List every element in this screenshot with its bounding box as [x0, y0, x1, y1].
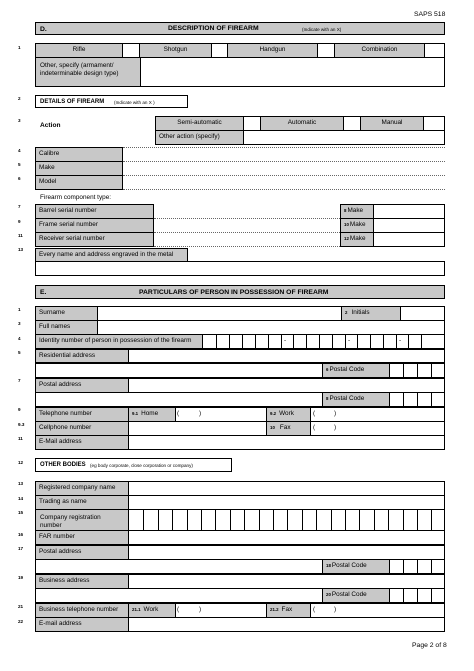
company-reg-digit-box[interactable]: [215, 510, 229, 530]
company-reg-digit-box[interactable]: [316, 510, 330, 530]
postal-code-20-label: 20 Postal Code: [323, 589, 389, 602]
calibre-label: Calibre: [35, 147, 123, 162]
postal-address-field[interactable]: [129, 379, 444, 392]
fax-field[interactable]: [311, 422, 444, 435]
telephone-row: Telephone number 9.1 Home ( ) 9.2 Work ( ): [35, 407, 445, 422]
company-reg-digit-box[interactable]: [172, 510, 186, 530]
full-names-label: Full names: [36, 321, 97, 334]
business-address-field[interactable]: [129, 575, 444, 588]
trading-as-field[interactable]: [129, 496, 444, 509]
email-2-row: [35, 617, 445, 632]
email-field[interactable]: [129, 436, 444, 449]
type-combination-checkbox[interactable]: [425, 44, 444, 57]
company-reg-digit-box[interactable]: [287, 510, 301, 530]
initials-label: 2 Initials: [342, 307, 400, 320]
other-specify-label: Other, specify (armament/ indeterminable design type): [40, 62, 119, 77]
email-2-label: E-mail address: [36, 618, 128, 631]
residential-address-field-2[interactable]: [36, 364, 322, 377]
id-digit-box[interactable]: [332, 335, 345, 348]
id-separator: -: [284, 337, 287, 344]
business-address-label: Business address: [36, 575, 128, 588]
row-number: 14: [18, 496, 24, 501]
row-number: 13: [18, 247, 24, 252]
initials-field[interactable]: [401, 307, 444, 320]
company-reg-label: Company registration number: [40, 514, 101, 529]
model-field[interactable]: [123, 175, 445, 190]
section-d-title: DESCRIPTION OF FIREARM: [168, 25, 259, 32]
fax-21-label: 21.2 Fax: [267, 604, 310, 617]
residential-address-field[interactable]: [129, 350, 444, 362]
action-manual-checkbox[interactable]: [424, 117, 444, 130]
company-reg-digit-box[interactable]: [129, 510, 143, 530]
business-tel-label: Business telephone number: [36, 604, 128, 617]
far-number-row: [35, 530, 445, 545]
id-digit-box[interactable]: [242, 335, 255, 348]
postal-address-field-2[interactable]: [36, 393, 322, 406]
residential-address-label: Residential address: [36, 350, 128, 362]
type-rifle-label: Rifle: [36, 44, 122, 57]
engraved-label: Every name and address engraved in the metal: [35, 248, 188, 262]
cellphone-row: Cellphone number 10 Fax ( ): [35, 421, 445, 436]
row-number: 1: [18, 307, 21, 312]
make-field[interactable]: [123, 161, 445, 176]
company-reg-digit-box[interactable]: [244, 510, 258, 530]
full-names-row: [35, 320, 445, 335]
section-e-header: [35, 285, 445, 299]
company-reg-digit-box[interactable]: [331, 510, 345, 530]
company-reg-digit-box[interactable]: [143, 510, 157, 530]
row-number: 2: [18, 96, 21, 101]
cellphone-label: Cellphone number: [36, 422, 128, 435]
company-reg-digit-box[interactable]: [273, 510, 287, 530]
frame-make-label: 10 Make: [340, 218, 374, 233]
work-21-label: 21.1 Work: [129, 604, 175, 617]
home-label: 9.1 Home: [129, 408, 175, 421]
form-code: SAPS 518: [414, 11, 446, 18]
calibre-field[interactable]: [123, 147, 445, 162]
row-number: 16: [18, 532, 24, 537]
id-digit-box[interactable]: [306, 335, 319, 348]
id-separator: -: [399, 337, 402, 344]
type-handgun-label: Handgun: [228, 44, 317, 57]
row-number: 9: [18, 219, 21, 224]
id-digit-box[interactable]: [229, 335, 242, 348]
work-phone-field[interactable]: [311, 408, 444, 421]
type-combination-label: Combination: [335, 44, 424, 57]
business-address-row: [35, 574, 445, 589]
company-reg-digit-box[interactable]: [431, 510, 445, 530]
section-d-title-note: (Indicate with an X): [302, 27, 342, 32]
action-automatic-label: Automatic: [261, 117, 343, 130]
section-e-title: PARTICULARS OF PERSON IN POSSESSION OF FIREARM: [139, 289, 329, 296]
postal-code-18-label: 18 Postal Code: [323, 560, 389, 573]
section-e-letter: E.: [40, 289, 47, 296]
id-digit-box[interactable]: [268, 335, 281, 348]
email-label: E-Mail address: [36, 436, 128, 449]
action-manual-label: Manual: [361, 117, 423, 130]
id-digit-box[interactable]: [408, 335, 421, 348]
frame-serial-field[interactable]: [154, 218, 340, 233]
postal-address-2-label: Postal address: [36, 546, 128, 559]
row-number: 3: [18, 118, 21, 123]
row-number: 21: [18, 604, 24, 609]
receiver-make-label: 12 Make: [340, 232, 374, 247]
postal-code-6-label: 6 Postal Code: [323, 364, 389, 377]
business-address-row-2: [35, 588, 445, 603]
company-name-row: [35, 481, 445, 496]
row-number: 22: [18, 619, 24, 624]
type-rifle-checkbox[interactable]: [123, 44, 139, 57]
postal-address-2-row-2: [35, 559, 445, 574]
id-number-label: Identity number of person in possession of the firearm: [36, 335, 202, 348]
barrel-make-field[interactable]: [373, 204, 445, 219]
action-row: [155, 116, 445, 131]
model-label: Model: [35, 175, 123, 190]
other-bodies-header: OTHER BODIES (eg body corporate, close corporation or company): [35, 458, 232, 472]
far-number-label: FAR number: [36, 531, 128, 544]
row-number: 11: [18, 233, 23, 238]
row-number: 12: [18, 460, 24, 465]
id-digit-box[interactable]: [357, 335, 370, 348]
postal-address-2-field-2[interactable]: [36, 560, 322, 573]
firearm-type-row: [35, 43, 445, 58]
receiver-make-field[interactable]: [373, 232, 445, 247]
company-reg-digit-box[interactable]: [359, 510, 373, 530]
company-reg-digit-box[interactable]: [374, 510, 388, 530]
postal-address-label: Postal address: [36, 379, 128, 392]
company-reg-digit-box[interactable]: [259, 510, 273, 530]
row-number: 6: [18, 176, 21, 181]
company-reg-digit-box[interactable]: [345, 510, 359, 530]
surname-field[interactable]: [98, 307, 341, 320]
trading-as-row: [35, 495, 445, 510]
fax-label: 10 Fax: [267, 422, 310, 435]
surname-row: [35, 306, 445, 321]
company-name-field[interactable]: [129, 482, 444, 495]
business-work-field[interactable]: [176, 604, 266, 617]
row-number: 17: [18, 546, 24, 551]
postal-address-row: [35, 378, 445, 393]
id-digit-box[interactable]: [383, 335, 396, 348]
barrel-serial-label: Barrel serial number: [35, 204, 154, 219]
section-d-letter: D.: [40, 26, 47, 33]
other-specify-row: [35, 57, 445, 87]
company-reg-digit-box[interactable]: [417, 510, 431, 530]
barrel-make-label: 8 Make: [340, 204, 374, 219]
postal-address-2-row: [35, 545, 445, 560]
telephone-label: Telephone number: [36, 408, 128, 421]
row-number: 7: [18, 204, 21, 209]
id-digit-box[interactable]: [293, 335, 306, 348]
make-label: Make: [35, 161, 123, 176]
company-reg-digit-box[interactable]: [230, 510, 244, 530]
row-number: 19: [18, 575, 24, 580]
email-row: [35, 435, 445, 450]
other-action-label: Other action (specify): [156, 131, 243, 144]
receiver-serial-label: Receiver serial number: [35, 232, 154, 247]
row-number: 5: [18, 162, 21, 167]
barrel-serial-field[interactable]: [154, 204, 340, 219]
cellphone-field[interactable]: [129, 422, 266, 435]
id-digit-box[interactable]: [216, 335, 229, 348]
company-reg-digit-box[interactable]: [158, 510, 172, 530]
receiver-serial-field[interactable]: [154, 232, 340, 247]
frame-serial-label: Frame serial number: [35, 218, 154, 233]
company-reg-digit-box[interactable]: [201, 510, 215, 530]
full-names-field[interactable]: [98, 321, 444, 334]
row-number: 9.3: [18, 422, 25, 427]
action-semi-auto-label: Semi-automatic: [156, 117, 243, 130]
home-phone-field[interactable]: [176, 408, 266, 421]
company-reg-row: [35, 509, 445, 531]
work-label: 9.2 Work: [267, 408, 310, 421]
row-number: 13: [18, 481, 24, 486]
residential-address-row-2: [35, 363, 445, 378]
component-type-label: Firearm component type:: [40, 194, 112, 201]
row-number: 4: [18, 148, 21, 153]
company-name-label: Registered company name: [36, 482, 128, 495]
id-digit-box[interactable]: [319, 335, 332, 348]
row-number: 9: [18, 407, 21, 412]
section-d-header: [35, 22, 445, 35]
action-semi-auto-checkbox[interactable]: [244, 117, 260, 130]
row-number: 7: [18, 378, 21, 383]
action-automatic-checkbox[interactable]: [344, 117, 360, 130]
far-number-field[interactable]: [129, 531, 444, 544]
other-action-field[interactable]: [244, 131, 444, 144]
postal-address-row-2: [35, 392, 445, 407]
company-reg-digit-box[interactable]: [388, 510, 402, 530]
row-number: 15: [18, 510, 24, 515]
other-specify-field[interactable]: [141, 58, 444, 86]
id-digit-box[interactable]: [255, 335, 268, 348]
surname-label: Surname: [36, 307, 97, 320]
row-number: 3: [18, 321, 21, 326]
row-number: 5: [18, 350, 21, 355]
postal-code-8-label: 8 Postal Code: [323, 393, 389, 406]
engraved-field[interactable]: [35, 261, 445, 276]
company-reg-digit-box[interactable]: [403, 510, 417, 530]
type-shotgun-label: Shotgun: [140, 44, 211, 57]
postal-address-2-field[interactable]: [129, 546, 444, 559]
type-handgun-checkbox[interactable]: [318, 44, 334, 57]
id-digit-box[interactable]: [370, 335, 383, 348]
trading-as-label: Trading as name: [36, 496, 128, 509]
id-digit-box[interactable]: [203, 335, 216, 348]
details-header: DETAILS OF FIREARM (Indicate with an X ): [35, 95, 188, 108]
residential-address-row: [35, 349, 445, 363]
company-reg-digit-box[interactable]: [187, 510, 201, 530]
action-label: Action: [40, 122, 61, 129]
business-fax-field[interactable]: [311, 604, 444, 617]
id-separator: -: [348, 337, 351, 344]
company-reg-digit-box[interactable]: [302, 510, 316, 530]
row-number: 11: [18, 436, 23, 441]
business-address-field-2[interactable]: [36, 589, 322, 602]
email-2-field[interactable]: [129, 618, 444, 631]
id-number-row: [35, 334, 445, 349]
type-shotgun-checkbox[interactable]: [212, 44, 227, 57]
row-number: 4: [18, 336, 21, 341]
business-tel-row: Business telephone number 21.1 Work ( ) 21.2 Fax ( ): [35, 603, 445, 618]
frame-make-field[interactable]: [373, 218, 445, 233]
page-number: Page 2 of 8: [412, 642, 447, 649]
other-action-row: [155, 130, 445, 145]
row-number: 1: [18, 45, 21, 50]
